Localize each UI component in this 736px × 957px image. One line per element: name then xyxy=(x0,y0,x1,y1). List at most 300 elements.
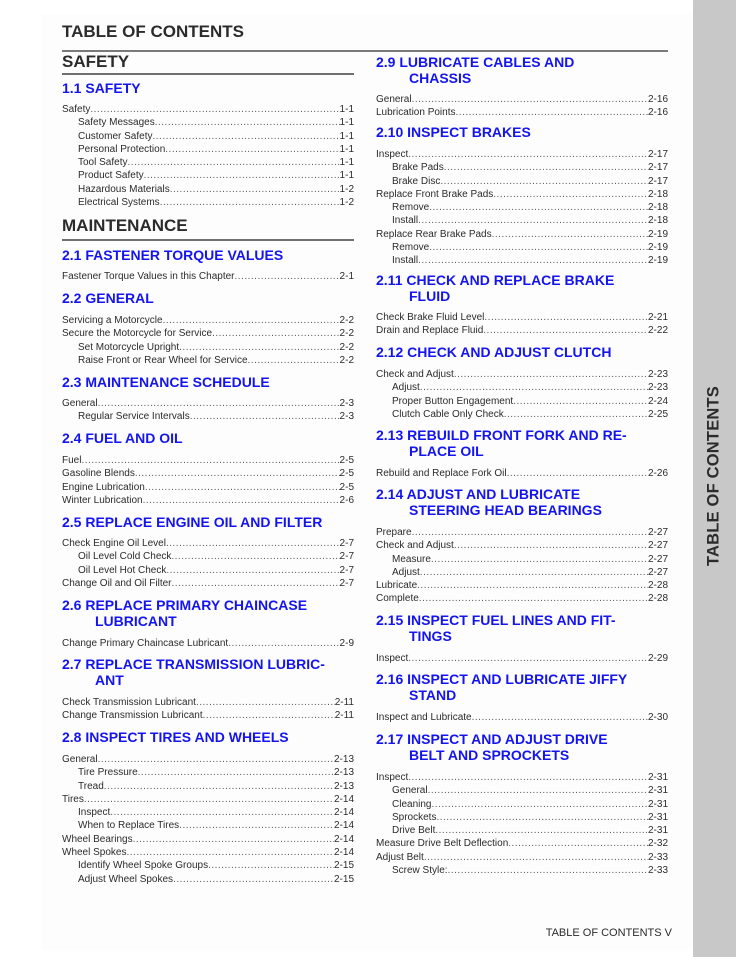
dot-leader xyxy=(248,354,340,367)
toc-entry-label: General xyxy=(376,94,412,105)
toc-entry-page: 2-17 xyxy=(647,175,668,187)
toc-entry[interactable] xyxy=(62,327,354,340)
toc-entry-label: Customer Safety xyxy=(78,130,153,142)
section-heading[interactable] xyxy=(376,272,668,304)
toc-entry-label: Tread xyxy=(78,780,104,792)
dot-leader xyxy=(152,130,339,143)
toc-entry-list xyxy=(62,753,354,886)
toc-entry-label: Replace Rear Brake Pads xyxy=(376,228,492,240)
toc-entry-label: Tire Pressure xyxy=(78,767,138,779)
toc-entry-label: Change Transmission Lubricant xyxy=(62,710,203,722)
dot-leader xyxy=(448,864,648,877)
toc-entry[interactable] xyxy=(62,397,354,410)
dot-leader xyxy=(110,806,334,819)
section-heading-line: 2.3 MAINTENANCE SCHEDULE xyxy=(62,374,270,390)
toc-entry-page: 2-15 xyxy=(333,860,354,872)
section-heading-line: 2.9 LUBRICATE CABLES AND xyxy=(376,54,575,70)
toc-entry-label: Fastener Torque Values in this Chapter xyxy=(62,271,235,282)
toc-entry[interactable] xyxy=(62,780,354,793)
toc-entry[interactable] xyxy=(376,254,668,267)
toc-entry-label: Drive Belt xyxy=(392,825,436,837)
section-heading-line: 2.1 FASTENER TORQUE VALUES xyxy=(62,247,284,263)
toc-entry-page: 2-9 xyxy=(339,638,354,649)
toc-entry-page: 2-13 xyxy=(333,754,354,765)
toc-entry-page: 2-31 xyxy=(647,811,668,823)
toc-entry[interactable] xyxy=(376,566,668,579)
toc-entry-label: Adjust Wheel Spokes xyxy=(78,873,174,885)
toc-entry-page: 2-13 xyxy=(333,780,354,792)
toc-entry-page: 2-24 xyxy=(647,395,668,407)
toc-entry-page: 2-32 xyxy=(647,838,668,850)
toc-entry-label: Check and Adjust xyxy=(376,540,454,552)
dot-leader xyxy=(104,780,334,793)
dot-leader xyxy=(135,467,340,480)
toc-entry-page: 2-5 xyxy=(339,455,354,466)
toc-entry-page: 2-14 xyxy=(333,820,354,832)
toc-entry[interactable] xyxy=(376,539,668,552)
section-heading-line: 2.16 INSPECT AND LUBRICATE JIFFY xyxy=(376,671,628,687)
toc-entry[interactable] xyxy=(376,381,668,394)
toc-entry-page: 1-1 xyxy=(339,157,354,169)
toc-entry-page: 2-31 xyxy=(647,825,668,837)
chapter-tab-label: TABLE OF CONTENTS xyxy=(704,385,723,567)
toc-entry-label: Gasoline Blends xyxy=(62,468,135,480)
toc-entry-label: Sprockets xyxy=(392,811,437,823)
toc-entry[interactable] xyxy=(62,341,354,354)
toc-entry-page: 2-17 xyxy=(647,149,668,160)
section-heading[interactable] xyxy=(376,54,668,86)
toc-entry[interactable] xyxy=(62,454,354,467)
dot-leader xyxy=(492,228,648,241)
toc-entry[interactable] xyxy=(62,314,354,327)
part-divider-safety xyxy=(62,73,354,75)
toc-entry-label: Regular Service Intervals xyxy=(78,411,190,423)
section-heading[interactable] xyxy=(376,731,668,763)
toc-entry-label: Lubrication Points xyxy=(376,107,456,119)
dot-leader xyxy=(435,824,648,837)
toc-entry-page: 2-7 xyxy=(339,551,354,563)
toc-entry[interactable] xyxy=(62,846,354,859)
toc-entry[interactable] xyxy=(62,494,354,507)
toc-entry[interactable] xyxy=(62,116,354,129)
toc-entry-page: 2-28 xyxy=(647,593,668,605)
toc-entry[interactable] xyxy=(376,711,668,724)
section-heading[interactable] xyxy=(62,80,354,96)
toc-entry[interactable] xyxy=(62,766,354,779)
toc-entry-page: 2-1 xyxy=(339,271,354,282)
toc-entry-label: Install xyxy=(392,255,419,267)
toc-entry-page: 2-31 xyxy=(647,785,668,797)
toc-entry-list xyxy=(62,103,354,209)
toc-entry[interactable] xyxy=(62,537,354,550)
toc-entry[interactable] xyxy=(62,103,354,116)
toc-entry[interactable] xyxy=(376,214,668,227)
dot-leader xyxy=(171,550,339,563)
dot-leader xyxy=(155,116,340,129)
section-heading[interactable] xyxy=(62,247,354,263)
dot-leader xyxy=(504,408,648,421)
toc-entry-label: Proper Button Engagement xyxy=(392,395,514,407)
toc-entry-label: Measure xyxy=(392,553,431,565)
toc-entry-label: Fuel xyxy=(62,455,82,466)
toc-entry[interactable] xyxy=(62,354,354,367)
toc-entry[interactable] xyxy=(62,753,354,766)
section-heading-line: 2.2 GENERAL xyxy=(62,290,154,306)
dot-leader xyxy=(419,592,648,605)
dot-leader xyxy=(138,766,334,779)
toc-entry-list xyxy=(376,652,668,665)
dot-leader xyxy=(208,859,334,872)
toc-entry-label: Identify Wheel Spoke Groups xyxy=(78,860,209,872)
toc-entry[interactable] xyxy=(376,553,668,566)
toc-entry[interactable] xyxy=(376,228,668,241)
toc-entry[interactable] xyxy=(376,592,668,605)
dot-leader xyxy=(98,397,340,410)
toc-entry-page: 2-7 xyxy=(339,577,354,589)
toc-entry-page: 1-1 xyxy=(339,130,354,142)
dot-leader xyxy=(412,93,648,106)
section-heading-line: 2.11 CHECK AND REPLACE BRAKE xyxy=(376,272,615,288)
section-heading-line: 2.13 REBUILD FRONT FORK AND RE- xyxy=(376,427,627,443)
toc-entry-label: Winter Lubrication xyxy=(62,494,143,506)
toc-entry-label: Oil Level Cold Check xyxy=(78,551,172,563)
toc-entry-label: Personal Protection xyxy=(78,143,166,155)
dot-leader xyxy=(472,711,648,724)
dot-leader xyxy=(420,381,648,394)
toc-entry[interactable] xyxy=(376,784,668,797)
toc-entry-list xyxy=(376,148,668,268)
dot-leader xyxy=(228,637,339,650)
section-heading-line: 2.4 FUEL AND OIL xyxy=(62,430,183,446)
dot-leader xyxy=(429,201,648,214)
toc-entry[interactable] xyxy=(376,175,668,188)
toc-entry[interactable] xyxy=(376,148,668,161)
toc-entry-page: 2-26 xyxy=(647,468,668,479)
toc-entry-list xyxy=(62,637,354,650)
toc-entry-label: Set Motorcycle Upright xyxy=(78,341,180,353)
dot-leader xyxy=(444,161,648,174)
section-heading[interactable] xyxy=(62,597,354,629)
toc-entry-list xyxy=(376,771,668,877)
dot-leader xyxy=(133,833,334,846)
toc-entry-label: Adjust xyxy=(392,566,420,578)
dot-leader xyxy=(166,564,339,577)
dot-leader xyxy=(84,793,334,806)
dot-leader xyxy=(431,553,648,566)
section-heading-line: 2.5 REPLACE ENGINE OIL AND FILTER xyxy=(62,514,323,530)
toc-entry[interactable] xyxy=(376,811,668,824)
toc-entry[interactable] xyxy=(62,873,354,886)
toc-entry[interactable] xyxy=(62,696,354,709)
toc-entry-label: Install xyxy=(392,215,419,227)
section-heading-line: 2.7 REPLACE TRANSMISSION LUBRIC- xyxy=(62,656,325,672)
part-heading-maintenance: MAINTENANCE xyxy=(62,216,188,235)
toc-entry-page: 2-3 xyxy=(339,411,354,423)
dot-leader xyxy=(424,851,648,864)
toc-entry[interactable] xyxy=(376,201,668,214)
toc-entry-list xyxy=(62,696,354,723)
toc-entry[interactable] xyxy=(376,837,668,850)
toc-entry[interactable] xyxy=(376,188,668,201)
toc-entry-page: 2-33 xyxy=(647,851,668,863)
toc-entry-label: Tool Safety xyxy=(78,157,128,169)
toc-entry[interactable] xyxy=(62,270,354,283)
toc-entry-label: Tires xyxy=(62,793,84,805)
toc-entry-page: 1-2 xyxy=(339,183,354,195)
section-heading-line: LUBRICANT xyxy=(95,613,177,629)
toc-entry-page: 2-28 xyxy=(647,580,668,592)
toc-entry-page: 2-30 xyxy=(647,712,668,723)
toc-entry-label: Inspect xyxy=(376,653,409,664)
toc-entry[interactable] xyxy=(376,408,668,421)
section-heading[interactable] xyxy=(376,344,668,360)
toc-entry[interactable] xyxy=(62,709,354,722)
section-heading[interactable] xyxy=(376,427,668,459)
toc-entry[interactable] xyxy=(376,579,668,592)
dot-leader xyxy=(418,254,648,267)
toc-entry[interactable] xyxy=(376,368,668,381)
toc-entry[interactable] xyxy=(376,324,668,337)
section-heading-line: TINGS xyxy=(409,628,452,644)
section-heading-line: STEERING HEAD BEARINGS xyxy=(409,502,602,518)
left-column xyxy=(62,0,354,957)
toc-entry-label: Change Oil and Oil Filter xyxy=(62,577,172,589)
toc-entry-page: 2-7 xyxy=(339,564,354,576)
toc-entry-label: Check Brake Fluid Level xyxy=(376,312,485,323)
toc-entry-page: 2-14 xyxy=(333,847,354,859)
section-heading[interactable] xyxy=(376,671,668,703)
toc-entry[interactable] xyxy=(376,526,668,539)
toc-entry[interactable] xyxy=(62,143,354,156)
section-heading[interactable] xyxy=(376,612,668,644)
dot-leader xyxy=(412,526,648,539)
section-heading-line: ANT xyxy=(95,672,124,688)
toc-entry-page: 2-7 xyxy=(339,538,354,549)
toc-entry-page: 2-27 xyxy=(647,553,668,565)
toc-entry-label: Screw Style: xyxy=(392,865,448,877)
toc-entry-label: Secure the Motorcycle for Service xyxy=(62,328,213,340)
section-heading[interactable] xyxy=(62,514,354,530)
toc-entry-label: Raise Front or Rear Wheel for Service xyxy=(78,354,248,366)
toc-entry-label: Change Primary Chaincase Lubricant xyxy=(62,638,229,649)
toc-entry[interactable] xyxy=(376,864,668,877)
section-heading[interactable] xyxy=(62,430,354,446)
toc-entry-label: Inspect xyxy=(376,149,409,160)
dot-leader xyxy=(436,811,648,824)
dot-leader xyxy=(508,837,648,850)
toc-entry[interactable] xyxy=(376,824,668,837)
toc-entry[interactable] xyxy=(376,652,668,665)
toc-entry-label: General xyxy=(62,754,98,765)
toc-entry-label: Adjust Belt xyxy=(376,851,424,863)
toc-entry-page: 2-5 xyxy=(339,468,354,480)
section-heading-line: STAND xyxy=(409,687,457,703)
toc-entry-label: Check and Adjust xyxy=(376,369,454,380)
dot-leader xyxy=(81,454,339,467)
section-heading[interactable] xyxy=(62,729,354,745)
right-column xyxy=(376,0,668,957)
toc-entry-label: Wheel Bearings xyxy=(62,833,133,845)
toc-entry[interactable] xyxy=(376,771,668,784)
section-heading[interactable] xyxy=(376,486,668,518)
toc-entry-label: Clutch Cable Only Check xyxy=(392,408,504,420)
toc-entry-page: 2-2 xyxy=(339,315,354,326)
toc-entry[interactable] xyxy=(62,156,354,169)
toc-entry[interactable] xyxy=(376,93,668,106)
section-heading-line: 2.14 ADJUST AND LUBRICATE xyxy=(376,486,581,502)
toc-entry[interactable] xyxy=(62,577,354,590)
toc-entry[interactable] xyxy=(376,311,668,324)
toc-entry-list xyxy=(376,368,668,421)
dot-leader xyxy=(513,395,648,408)
toc-entry-label: Brake Disc xyxy=(392,175,441,187)
toc-entry[interactable] xyxy=(62,859,354,872)
dot-leader xyxy=(143,494,340,507)
dot-leader xyxy=(440,175,648,188)
toc-entry-label: Adjust xyxy=(392,382,420,394)
toc-entry-label: Oil Level Hot Check xyxy=(78,564,167,576)
toc-entry[interactable] xyxy=(376,161,668,174)
toc-entry[interactable] xyxy=(62,169,354,182)
toc-entry[interactable] xyxy=(376,241,668,254)
toc-entry-label: Inspect xyxy=(78,807,111,819)
document-title: TABLE OF CONTENTS xyxy=(62,22,244,41)
toc-entry-label: Complete xyxy=(376,593,419,605)
section-heading-line: 2.10 INSPECT BRAKES xyxy=(376,124,531,140)
toc-entry-page: 2-16 xyxy=(647,94,668,105)
toc-entry-page: 2-2 xyxy=(339,328,354,340)
toc-entry[interactable] xyxy=(62,196,354,209)
dot-leader xyxy=(507,467,648,480)
toc-entry-page: 2-27 xyxy=(647,566,668,578)
toc-entry[interactable] xyxy=(62,806,354,819)
toc-entry-label: Inspect and Lubricate xyxy=(376,712,472,723)
toc-entry[interactable] xyxy=(376,798,668,811)
toc-entry-page: 2-14 xyxy=(333,833,354,845)
toc-entry-label: Electrical Systems xyxy=(78,197,160,209)
toc-entry-list xyxy=(62,454,354,507)
toc-entry-page: 1-1 xyxy=(339,143,354,155)
toc-entry-page: 2-29 xyxy=(647,653,668,664)
section-heading[interactable] xyxy=(62,656,354,688)
toc-entry-page: 2-31 xyxy=(647,772,668,783)
dot-leader xyxy=(212,327,339,340)
toc-entry-page: 2-13 xyxy=(333,767,354,779)
dot-leader xyxy=(90,103,339,116)
dot-leader xyxy=(203,709,335,722)
toc-entry-page: 2-19 xyxy=(647,242,668,254)
toc-entry[interactable] xyxy=(62,130,354,143)
dot-leader xyxy=(408,652,648,665)
toc-entry-label: Hazardous Materials xyxy=(78,183,170,195)
dot-leader xyxy=(454,368,648,381)
section-heading-line: PLACE OIL xyxy=(409,443,484,459)
toc-entry-page: 2-14 xyxy=(333,807,354,819)
section-heading-line: 2.6 REPLACE PRIMARY CHAINCASE xyxy=(62,597,308,613)
toc-entry-page: 2-2 xyxy=(339,341,354,353)
toc-entry-label: Product Safety xyxy=(78,170,144,182)
page-footer: TABLE OF CONTENTS V xyxy=(545,927,672,939)
toc-entry-list xyxy=(62,397,354,424)
toc-entry-page: 2-25 xyxy=(647,408,668,420)
toc-entry-page: 2-18 xyxy=(647,202,668,214)
dot-leader xyxy=(408,771,648,784)
toc-entry-page: 2-16 xyxy=(647,107,668,119)
toc-entry-list xyxy=(62,270,354,283)
toc-entry-label: Drain and Replace Fluid xyxy=(376,325,484,337)
toc-entry-page: 2-17 xyxy=(647,162,668,174)
dot-leader xyxy=(493,188,648,201)
section-heading-line: CHASSIS xyxy=(409,70,472,86)
dot-leader xyxy=(179,341,339,354)
toc-entry-page: 2-3 xyxy=(339,398,354,409)
toc-entry[interactable] xyxy=(62,467,354,480)
toc-entry-page: 2-11 xyxy=(334,697,354,708)
dot-leader xyxy=(408,148,648,161)
section-heading[interactable] xyxy=(62,374,354,390)
section-heading[interactable] xyxy=(62,290,354,306)
dot-leader xyxy=(454,539,648,552)
toc-entry[interactable] xyxy=(62,481,354,494)
toc-entry-label: Servicing a Motorcycle xyxy=(62,315,163,326)
toc-entry-label: Cleaning xyxy=(392,798,432,810)
toc-entry-list xyxy=(376,311,668,338)
dot-leader xyxy=(190,410,340,423)
toc-entry[interactable] xyxy=(376,851,668,864)
toc-entry-label: Brake Pads xyxy=(392,162,444,174)
toc-entry-label: Check Transmission Lubricant xyxy=(62,697,196,708)
dot-leader xyxy=(418,214,648,227)
toc-entry[interactable] xyxy=(62,410,354,423)
dot-leader xyxy=(163,314,340,327)
dot-leader xyxy=(484,311,648,324)
toc-entry-list xyxy=(376,526,668,606)
toc-entry-label: Engine Lubrication xyxy=(62,481,145,493)
toc-entry-page: 2-11 xyxy=(334,710,354,722)
toc-entry[interactable] xyxy=(62,550,354,563)
toc-entry-page: 1-1 xyxy=(339,104,354,115)
toc-entry[interactable] xyxy=(62,793,354,806)
toc-entry-page: 2-18 xyxy=(647,215,668,227)
toc-entry-label: Safety xyxy=(62,104,91,115)
toc-entry[interactable] xyxy=(62,564,354,577)
toc-entry[interactable] xyxy=(62,833,354,846)
dot-leader xyxy=(127,156,339,169)
toc-entry-page: 2-31 xyxy=(647,798,668,810)
section-heading[interactable] xyxy=(376,124,668,140)
toc-entry[interactable] xyxy=(62,637,354,650)
toc-entry[interactable] xyxy=(376,467,668,480)
toc-entry-label: Replace Front Brake Pads xyxy=(376,188,494,200)
toc-entry[interactable] xyxy=(62,819,354,832)
toc-entry-label: Safety Messages xyxy=(78,117,155,129)
toc-entry-label: Inspect xyxy=(376,772,409,783)
dot-leader xyxy=(165,143,339,156)
toc-entry-page: 2-23 xyxy=(647,369,668,380)
toc-entry-label: Wheel Spokes xyxy=(62,847,127,859)
toc-entry-page: 2-21 xyxy=(647,312,668,323)
dot-leader xyxy=(173,873,334,886)
toc-entry-page: 2-18 xyxy=(647,188,668,200)
dot-leader xyxy=(126,846,334,859)
toc-entry-page: 2-23 xyxy=(647,382,668,394)
toc-entry-page: 1-1 xyxy=(339,117,354,129)
toc-entry[interactable] xyxy=(62,183,354,196)
toc-entry-list xyxy=(376,93,668,120)
toc-entry[interactable] xyxy=(376,395,668,408)
dot-leader xyxy=(172,577,340,590)
toc-entry[interactable] xyxy=(376,106,668,119)
